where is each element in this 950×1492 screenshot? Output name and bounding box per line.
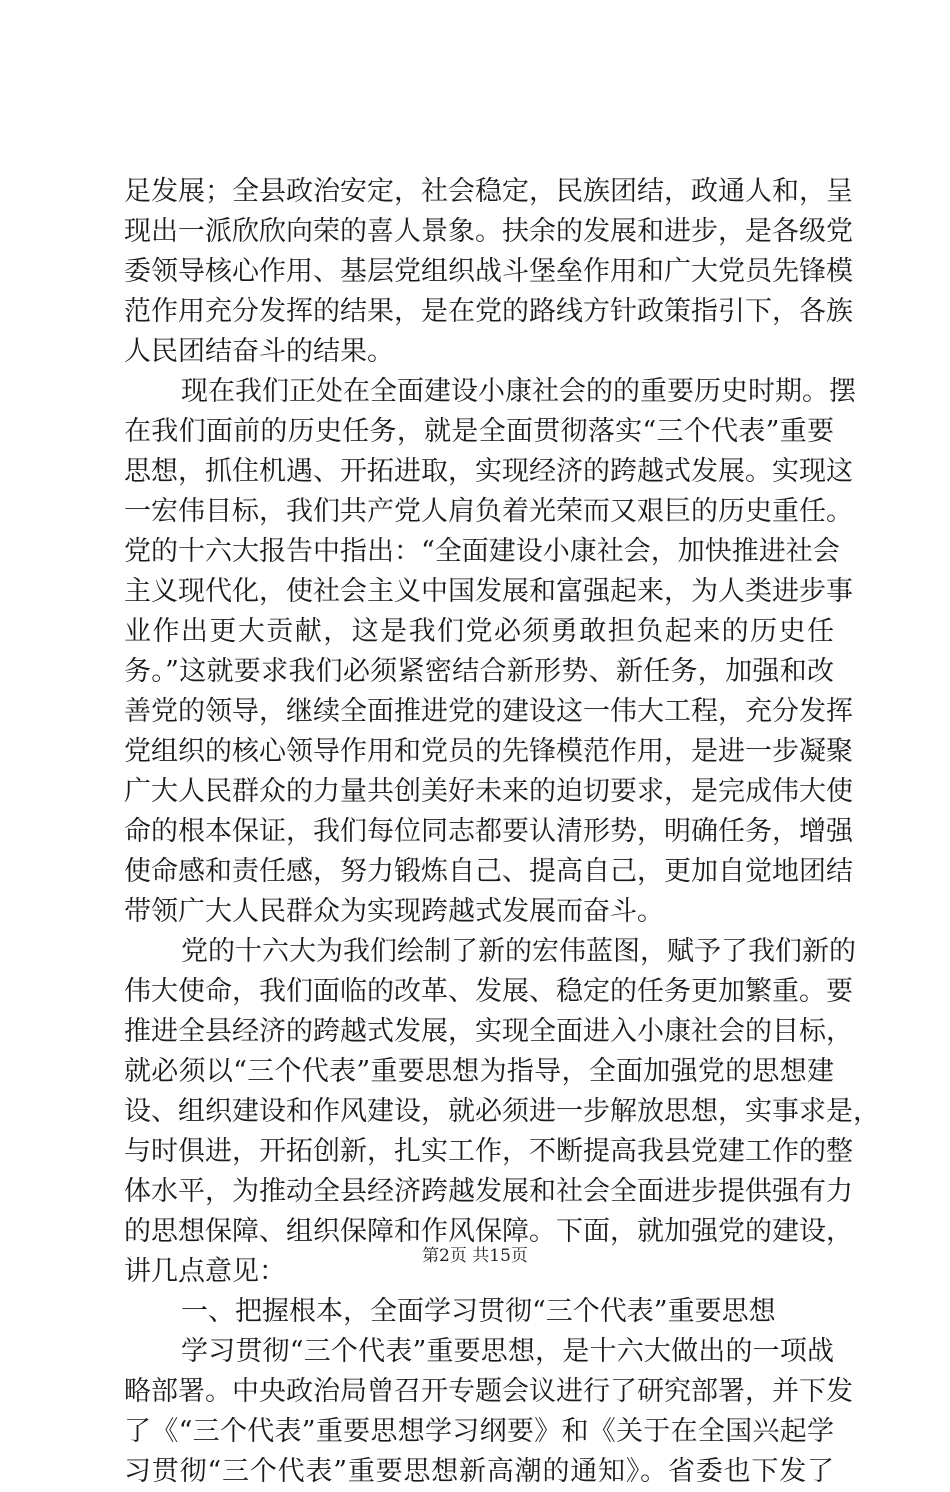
text-line: 委领导核心作用、基层党组织战斗堡垒作用和广大党员先锋模	[124, 256, 853, 287]
text-line: 范作用充分发挥的结果，是在党的路线方针政策指引下，各族	[124, 296, 853, 327]
text-line: 设、组织建设和作风建设，就必须进一步解放思想，实事求是，	[124, 1096, 880, 1127]
text-line: 党的十六大报告中指出：“全面建设小康社会，加快推进社会	[124, 536, 840, 567]
text-line: 足发展；全县政治安定，社会稳定，民族团结，政通人和，呈	[124, 176, 853, 207]
text-line: 党组织的核心领导作用和党员的先锋模范作用，是进一步凝聚	[124, 736, 853, 767]
text-line: 人民团结奋斗的结果。	[124, 336, 394, 367]
text-line: 就必须以“三个代表”重要思想为指导，全面加强党的思想建	[124, 1056, 834, 1087]
text-line: 了《“三个代表”重要思想学习纲要》和《关于在全国兴起学	[124, 1416, 834, 1447]
text-line: 伟大使命，我们面临的改革、发展、稳定的任务更加繁重。要	[124, 976, 853, 1007]
text-line: 讲几点意见：	[124, 1256, 286, 1287]
document-body	[124, 172, 880, 1492]
text-line: 命的根本保证，我们每位同志都要认清形势，明确任务，增强	[124, 816, 853, 847]
text-line: 与时俱进，开拓创新，扎实工作，不断提高我县党建工作的整	[124, 1136, 853, 1167]
text-line: 略部署。中央政治局曾召开专题会议进行了研究部署，并下发	[124, 1376, 853, 1407]
text-line: 带领广大人民群众为实现跨越式发展而奋斗。	[124, 896, 664, 927]
text-line: 的思想保障、组织保障和作风保障。下面，就加强党的建设，	[124, 1216, 853, 1247]
text-line: 使命感和责任感，努力锻炼自己、提高自己，更加自觉地团结	[124, 856, 853, 887]
page-footer: 第2页 共15页	[422, 1246, 528, 1266]
section-heading: 一、把握根本，全面学习贯彻“三个代表”重要思想	[181, 1296, 776, 1327]
text-line: 主义现代化，使社会主义中国发展和富强起来，为人类进步事	[124, 576, 853, 607]
text-line: 善党的领导，继续全面推进党的建设这一伟大工程，充分发挥	[124, 696, 853, 727]
text-line: 业作出更大贡献，这是我们党必须勇敢担负起来的历史任	[124, 616, 834, 647]
text-line: 习贯彻“三个代表”重要思想新高潮的通知》。省委也下发了	[124, 1456, 834, 1487]
text-line: 广大人民群众的力量共创美好未来的迫切要求，是完成伟大使	[124, 776, 853, 807]
text-line: 推进全县经济的跨越式发展，实现全面进入小康社会的目标，	[124, 1016, 853, 1047]
paragraph-start-line: 党的十六大为我们绘制了新的宏伟蓝图，赋予了我们新的	[181, 936, 856, 967]
text-line: 思想，抓住机遇、开拓进取，实现经济的跨越式发展。实现这	[124, 456, 853, 487]
text-line: 一宏伟目标，我们共产党人肩负着光荣而又艰巨的历史重任。	[124, 496, 853, 527]
text-line: 在我们面前的历史任务，就是全面贯彻落实“三个代表”重要	[124, 416, 834, 447]
paragraph-start-line: 现在我们正处在全面建设小康社会的的重要历史时期。摆	[181, 376, 856, 407]
text-line: 现出一派欣欣向荣的喜人景象。扶余的发展和进步，是各级党	[124, 216, 853, 247]
paragraph-start-line: 学习贯彻“三个代表”重要思想，是十六大做出的一项战	[181, 1336, 834, 1367]
text-line: 务。”这就要求我们必须紧密结合新形势、新任务，加强和改	[124, 656, 834, 687]
text-line: 体水平，为推动全县经济跨越发展和社会全面进步提供强有力	[124, 1176, 853, 1207]
